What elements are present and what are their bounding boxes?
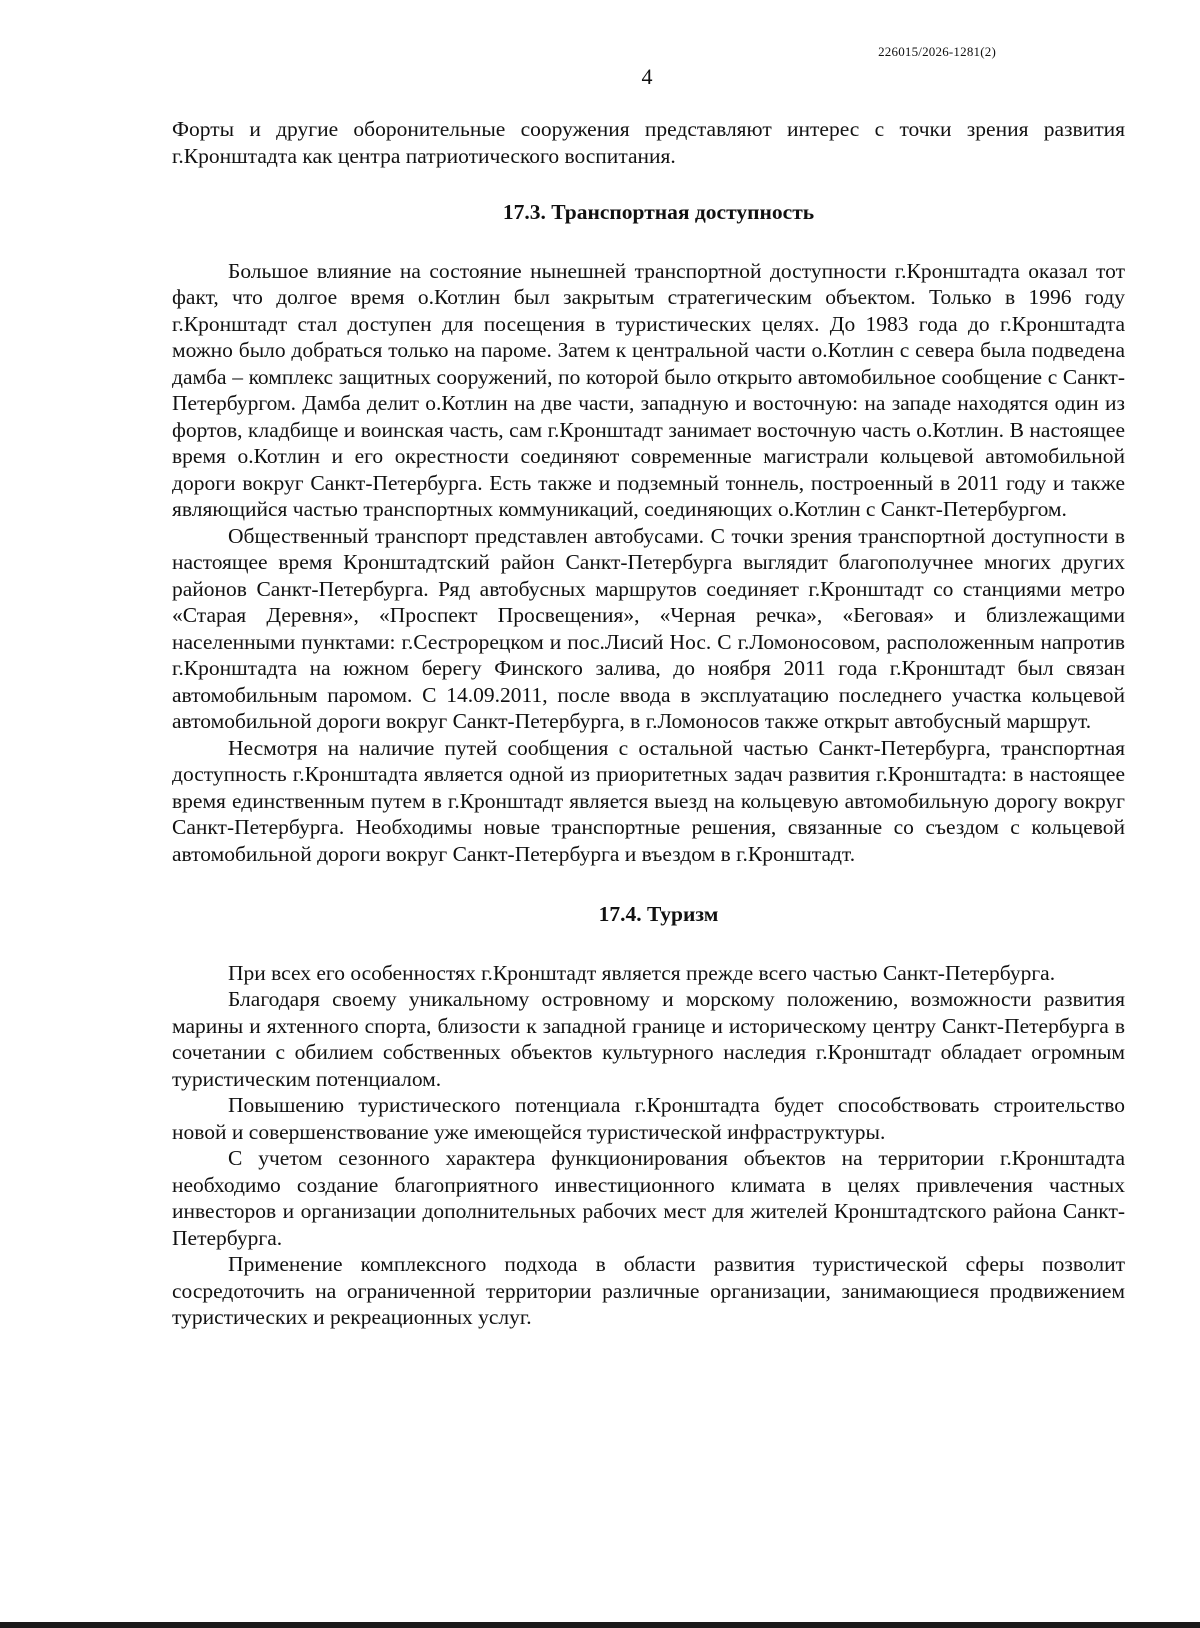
section-title-17-4: 17.4. Туризм	[598, 902, 719, 926]
paragraph: При всех его особенностях г.Кронштадт является прежде всего частью Санкт-Петербурга.	[228, 960, 1056, 985]
paragraph: Благодаря своему уникальному островному и морскому положению, возможности развития марины и яхтенного спорта, близости к западной границе и историческому центру Санкт-Петербурга в сочетании с обилием собственных объектов культурного наследия г.Кронштадт обладает огромным туристическим потенциалом.	[172, 987, 1125, 1091]
page-number: 4	[641, 64, 653, 89]
document-body	[172, 116, 1125, 1331]
paragraph: Применение комплексного подхода в области развития туристической сферы позволит сосредоточить на ограниченной территории различные организации, занимающиеся продвижением туристических и рекреационных услуг.	[172, 1252, 1125, 1329]
paragraph: Несмотря на наличие путей сообщения с остальной частью Санкт-Петербурга, транспортная доступность г.Кронштадта является одной из приоритетных задач развития г.Кронштадта: в настоящее время единственным путем в г.Кронштадт является выезд на кольцевую автомобильную дорогу вокруг Санкт-Петербурга. Необходимы новые транспортные решения, связанные со съездом с кольцевой автомобильной дороги вокруг Санкт-Петербурга и въездом в г.Кронштадт.	[172, 735, 1125, 866]
scan-bottom-border	[0, 1622, 1200, 1628]
section-title-17-3: 17.3. Транспортная доступность	[502, 200, 815, 224]
paragraph: С учетом сезонного характера функционирования объектов на территории г.Кронштадта необходимо создание благоприятного инвестиционного климата в целях привлечения частных инвесторов и организации дополнительных рабочих мест для жителей Кронштадтского района Санкт-Петербурга.	[172, 1146, 1125, 1250]
document-registration-number: 226015/2026-1281(2)	[878, 44, 996, 59]
paragraph: Большое влияние на состояние нынешней транспортной доступности г.Кронштадта оказал тот факт, что долгое время о.Котлин был закрытым стратегическим объектом. Только в 1996 году г.Кронштадт стал доступен для посещения в туристических целях. До 1983 года до г.Кронштадта можно было добраться только на пароме. Затем к центральной части о.Котлин с севера была подведена дамба – комплекс защитных сооружений, по которой было открыто автомобильное сообщение с Санкт-Петербургом. Дамба делит о.Котлин на две части, западную и восточную: на западе находятся один из фортов, кладбище и воинская часть, сам г.Кронштадт занимает восточную часть о.Котлин. В настоящее время о.Котлин и его окрестности соединяют современные магистрали кольцевой автомобильной дороги вокруг Санкт-Петербурга. Есть также и подземный тоннель, построенный в 2011 году и также являющийся частью транспортных коммуникаций, соединяющих о.Котлин с Санкт-Петербургом.	[172, 258, 1125, 521]
paragraph: Общественный транспорт представлен автобусами. С точки зрения транспортной доступности в настоящее время Кронштадтский район Санкт-Петербурга выглядит благополучнее многих других районов Санкт-Петербурга. Ряд автобусных маршрутов соединяет г.Кронштадт со станциями метро «Старая Деревня», «Проспект Просвещения», «Черная речка», «Беговая» и близлежащими населенными пунктами: г.Сестрорецком и пос.Лисий Нос. С г.Ломоносовом, расположенным напротив г.Кронштадта на южном берегу Финского залива, до ноября 2011 года г.Кронштадт был связан автомобильным паромом. С 14.09.2011, после ввода в эксплуатацию последнего участка кольцевой автомобильной дороги вокруг Санкт-Петербурга, в г.Ломоносов также открыт автобусный маршрут.	[172, 523, 1125, 733]
paragraph: Повышению туристического потенциала г.Кронштадта будет способствовать строительство новой и совершенствование уже имеющейся туристической инфраструктуры.	[172, 1093, 1125, 1144]
intro-paragraph: Форты и другие оборонительные сооружения представляют интерес с точки зрения развития г.Кронштадта как центра патриотического воспитания.	[172, 117, 1125, 168]
